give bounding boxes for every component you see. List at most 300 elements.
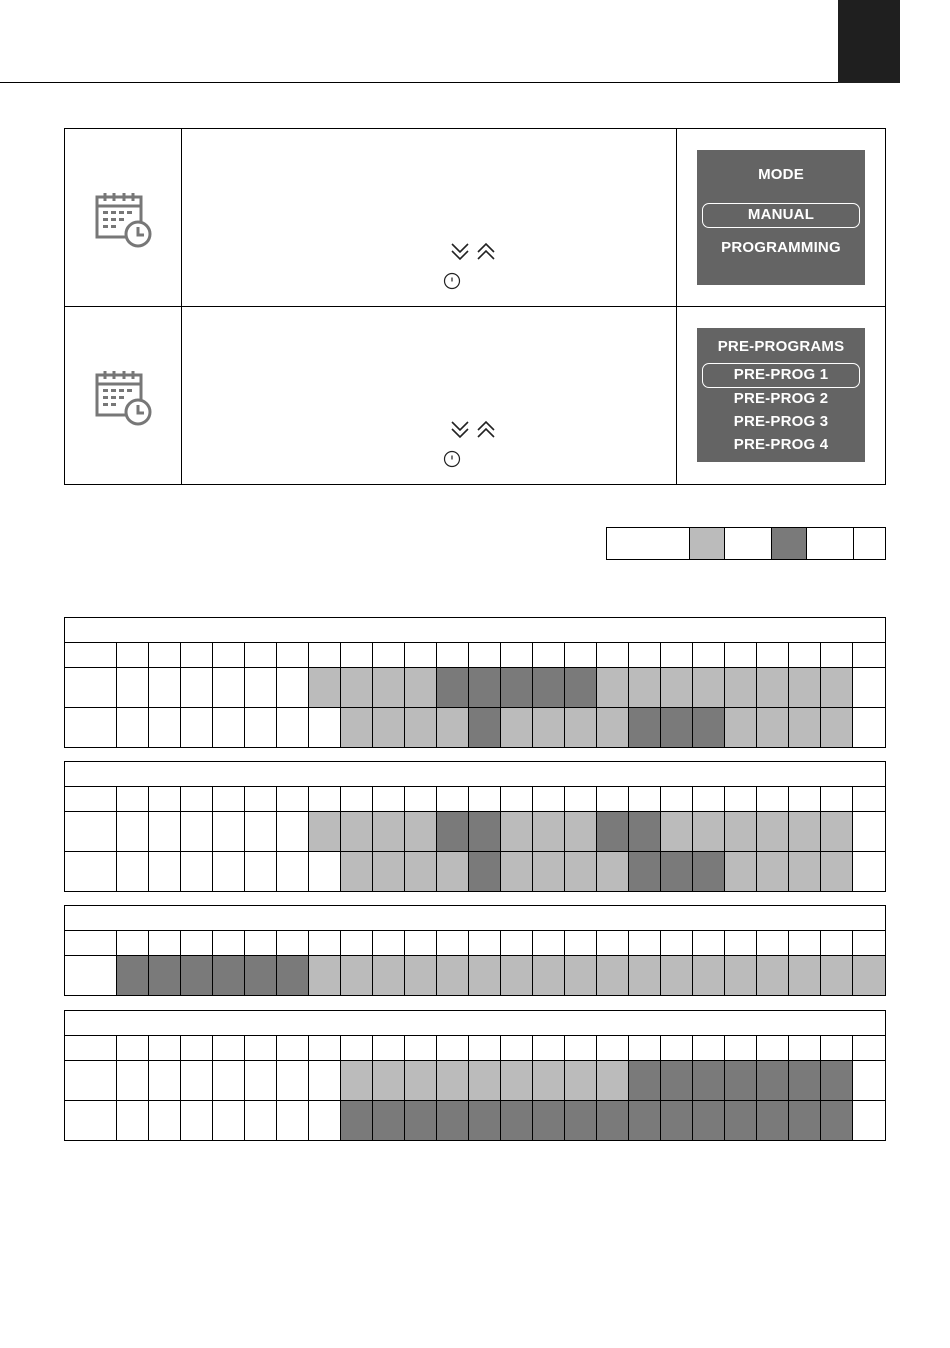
hour-cell xyxy=(340,787,372,811)
schedule-row xyxy=(65,956,885,995)
schedule-cell-light xyxy=(756,668,788,707)
schedule-cell-empty xyxy=(212,1101,244,1140)
calendar-clock-icon xyxy=(95,369,153,427)
lcd-title: MODE xyxy=(758,166,804,183)
schedule-cell-empty xyxy=(244,668,276,707)
schedule-cell-empty xyxy=(276,812,308,851)
lcd-display-pre-programs xyxy=(697,328,865,462)
hour-cell xyxy=(244,1036,276,1060)
schedule-cell-empty xyxy=(276,1101,308,1140)
schedule-cell-empty xyxy=(852,668,885,707)
schedule-cell-empty xyxy=(276,668,308,707)
hour-cell xyxy=(148,787,180,811)
hour-cell xyxy=(532,643,564,667)
hour-cell xyxy=(628,1036,660,1060)
hour-cell xyxy=(628,931,660,955)
hour-cell xyxy=(244,931,276,955)
hour-cell xyxy=(148,931,180,955)
schedule-cell-dark xyxy=(276,956,308,995)
hour-cell xyxy=(660,787,692,811)
schedule-cell-dark xyxy=(436,812,468,851)
program-grid xyxy=(65,643,885,747)
instruction-table xyxy=(64,128,886,485)
schedule-cell-dark xyxy=(532,668,564,707)
schedule-cell-light xyxy=(596,1061,628,1100)
hour-cell xyxy=(756,931,788,955)
schedule-cell-empty xyxy=(148,1101,180,1140)
schedule-cell-light xyxy=(820,668,852,707)
schedule-cell-empty xyxy=(148,1061,180,1100)
hour-cell xyxy=(692,643,724,667)
legend-swatch-empty xyxy=(806,528,853,559)
schedule-cell-dark xyxy=(660,852,692,891)
schedule-cell-empty xyxy=(308,1061,340,1100)
hour-cell xyxy=(436,1036,468,1060)
schedule-cell-empty xyxy=(212,812,244,851)
schedule-cell-light xyxy=(564,812,596,851)
schedule-cell-empty xyxy=(212,1061,244,1100)
schedule-row xyxy=(65,852,885,891)
schedule-cell-empty xyxy=(116,1101,148,1140)
hour-cell xyxy=(468,787,500,811)
row-label-cell xyxy=(65,668,116,707)
schedule-cell-empty xyxy=(852,812,885,851)
hour-cell xyxy=(308,787,340,811)
schedule-cell-dark xyxy=(628,708,660,747)
hour-cell xyxy=(116,1036,148,1060)
schedule-cell-dark xyxy=(436,668,468,707)
hour-cell xyxy=(116,931,148,955)
schedule-cell-empty xyxy=(212,852,244,891)
schedule-cell-empty xyxy=(180,1061,212,1100)
hour-cell xyxy=(596,643,628,667)
hour-cell xyxy=(468,643,500,667)
hour-cell xyxy=(852,1036,885,1060)
hour-header-row xyxy=(65,787,885,812)
schedule-cell-light xyxy=(500,1061,532,1100)
hour-cell xyxy=(788,787,820,811)
schedule-cell-dark xyxy=(596,812,628,851)
schedule-cell-dark xyxy=(116,956,148,995)
hour-cell xyxy=(724,1036,756,1060)
schedule-cell-light xyxy=(788,812,820,851)
schedule-cell-light xyxy=(404,956,436,995)
schedule-cell-empty xyxy=(116,1061,148,1100)
schedule-cell-empty xyxy=(308,708,340,747)
schedule-cell-light xyxy=(596,668,628,707)
schedule-cell-empty xyxy=(276,852,308,891)
lcd-title: PRE-PROGRAMS xyxy=(717,338,845,355)
schedule-cell-light xyxy=(468,1061,500,1100)
schedule-cell-empty xyxy=(180,668,212,707)
hour-cell xyxy=(404,931,436,955)
schedule-cell-light xyxy=(500,956,532,995)
hour-cell xyxy=(180,643,212,667)
schedule-cell-light xyxy=(628,668,660,707)
schedule-cell-dark xyxy=(468,668,500,707)
hour-cell xyxy=(212,1036,244,1060)
schedule-cell-light xyxy=(404,852,436,891)
schedule-cell-light xyxy=(788,852,820,891)
hour-cell xyxy=(564,643,596,667)
power-button-icon xyxy=(443,272,461,290)
schedule-cell-dark xyxy=(468,852,500,891)
schedule-cell-dark xyxy=(180,956,212,995)
schedule-cell-light xyxy=(340,668,372,707)
schedule-cell-empty xyxy=(148,708,180,747)
hour-cell xyxy=(468,931,500,955)
schedule-cell-dark xyxy=(628,1061,660,1100)
hour-cell xyxy=(244,787,276,811)
schedule-cell-light xyxy=(692,812,724,851)
schedule-cell-light xyxy=(532,852,564,891)
schedule-cell-light xyxy=(724,668,756,707)
hour-cell xyxy=(820,787,852,811)
program-table xyxy=(64,617,886,748)
hour-cell xyxy=(532,931,564,955)
hour-cell xyxy=(148,643,180,667)
schedule-cell-dark xyxy=(724,1061,756,1100)
calendar-clock-icon xyxy=(95,191,153,249)
schedule-cell-light xyxy=(436,956,468,995)
hour-cell xyxy=(436,931,468,955)
schedule-cell-light xyxy=(564,852,596,891)
schedule-cell-light xyxy=(340,1061,372,1100)
schedule-row xyxy=(65,668,885,708)
schedule-cell-empty xyxy=(212,668,244,707)
schedule-cell-empty xyxy=(244,1101,276,1140)
hour-cell xyxy=(500,787,532,811)
hour-cell xyxy=(404,787,436,811)
hour-cell xyxy=(756,643,788,667)
schedule-cell-dark xyxy=(500,1101,532,1140)
schedule-cell-light xyxy=(500,708,532,747)
schedule-cell-light xyxy=(724,708,756,747)
hour-cell xyxy=(756,787,788,811)
schedule-cell-light xyxy=(500,812,532,851)
chevron-double-down-up-icon xyxy=(450,419,500,441)
schedule-cell-light xyxy=(724,852,756,891)
schedule-cell-light xyxy=(756,852,788,891)
hour-cell xyxy=(660,643,692,667)
hour-cell xyxy=(724,643,756,667)
hour-cell xyxy=(308,1036,340,1060)
hour-cell xyxy=(756,1036,788,1060)
hour-cell xyxy=(116,643,148,667)
program-title-row xyxy=(65,618,885,643)
hour-cell xyxy=(244,643,276,667)
schedule-cell-light xyxy=(820,812,852,851)
schedule-cell-dark xyxy=(212,956,244,995)
schedule-cell-dark xyxy=(692,852,724,891)
schedule-cell-empty xyxy=(116,852,148,891)
schedule-cell-dark xyxy=(500,668,532,707)
hour-cell xyxy=(340,1036,372,1060)
schedule-cell-light xyxy=(756,956,788,995)
hour-cell xyxy=(724,931,756,955)
hour-cell xyxy=(500,1036,532,1060)
schedule-cell-dark xyxy=(820,1061,852,1100)
row-label-cell xyxy=(65,852,116,891)
schedule-cell-empty xyxy=(116,708,148,747)
row-label-cell xyxy=(65,1061,116,1100)
schedule-cell-empty xyxy=(180,1101,212,1140)
schedule-cell-dark xyxy=(340,1101,372,1140)
hour-cell xyxy=(372,787,404,811)
schedule-cell-light xyxy=(532,812,564,851)
schedule-cell-empty xyxy=(276,708,308,747)
step-row-pre-programs xyxy=(65,307,885,484)
schedule-cell-light xyxy=(628,956,660,995)
hour-cell xyxy=(628,787,660,811)
hour-cell xyxy=(596,1036,628,1060)
schedule-cell-empty xyxy=(852,852,885,891)
schedule-cell-empty xyxy=(244,852,276,891)
schedule-cell-dark xyxy=(628,1101,660,1140)
hour-cell xyxy=(692,787,724,811)
lcd-option: PROGRAMMING xyxy=(721,239,841,256)
row-label-cell xyxy=(65,708,116,747)
schedule-cell-light xyxy=(756,708,788,747)
schedule-cell-dark xyxy=(788,1061,820,1100)
hour-cell xyxy=(212,931,244,955)
schedule-cell-dark xyxy=(788,1101,820,1140)
schedule-cell-light xyxy=(596,956,628,995)
hour-cell xyxy=(564,787,596,811)
hour-header-row xyxy=(65,931,885,956)
schedule-cell-empty xyxy=(148,852,180,891)
schedule-cell-light xyxy=(372,812,404,851)
schedule-cell-dark xyxy=(660,708,692,747)
hour-cell xyxy=(500,931,532,955)
lcd-display-mode xyxy=(697,150,865,285)
hour-cell xyxy=(180,931,212,955)
schedule-cell-empty xyxy=(244,708,276,747)
schedule-cell-empty xyxy=(276,1061,308,1100)
schedule-cell-light xyxy=(372,708,404,747)
schedule-cell-light xyxy=(340,708,372,747)
hour-cell xyxy=(564,1036,596,1060)
schedule-cell-light xyxy=(340,852,372,891)
schedule-cell-light xyxy=(436,852,468,891)
schedule-cell-empty xyxy=(244,1061,276,1100)
schedule-cell-dark xyxy=(372,1101,404,1140)
lcd-option: PRE-PROG 2 xyxy=(733,390,829,407)
hour-cell xyxy=(532,1036,564,1060)
schedule-cell-empty xyxy=(308,1101,340,1140)
chevron-double-down-up-icon xyxy=(450,241,500,263)
hour-cell xyxy=(596,931,628,955)
row-label-cell xyxy=(65,956,116,995)
hour-cell xyxy=(692,931,724,955)
schedule-cell-dark xyxy=(660,1061,692,1100)
program-title-row xyxy=(65,906,885,931)
hour-cell xyxy=(596,787,628,811)
schedule-cell-empty xyxy=(180,852,212,891)
schedule-cell-light xyxy=(404,812,436,851)
schedule-cell-light xyxy=(532,956,564,995)
lcd-option-selected: MANUAL xyxy=(702,203,860,228)
schedule-cell-light xyxy=(308,956,340,995)
hour-cell xyxy=(852,643,885,667)
schedule-cell-empty xyxy=(308,852,340,891)
schedule-cell-empty xyxy=(148,812,180,851)
schedule-cell-light xyxy=(532,1061,564,1100)
program-grid xyxy=(65,787,885,891)
program-grid xyxy=(65,931,885,995)
program-table xyxy=(64,1010,886,1141)
schedule-cell-empty xyxy=(212,708,244,747)
schedule-cell-light xyxy=(660,956,692,995)
lcd-option: PRE-PROG 4 xyxy=(733,436,829,453)
schedule-cell-light xyxy=(372,1061,404,1100)
hour-cell xyxy=(404,643,436,667)
schedule-cell-dark xyxy=(244,956,276,995)
program-grid xyxy=(65,1036,885,1140)
hour-cell xyxy=(852,931,885,955)
program-table xyxy=(64,905,886,996)
schedule-cell-light xyxy=(500,852,532,891)
schedule-cell-empty xyxy=(116,812,148,851)
schedule-cell-light xyxy=(820,852,852,891)
schedule-cell-dark xyxy=(628,852,660,891)
hour-cell xyxy=(276,787,308,811)
hour-cell xyxy=(308,931,340,955)
schedule-row xyxy=(65,708,885,747)
schedule-cell-light xyxy=(724,812,756,851)
schedule-cell-empty xyxy=(852,1101,885,1140)
schedule-cell-light xyxy=(404,708,436,747)
program-table xyxy=(64,761,886,892)
hour-cell xyxy=(820,643,852,667)
row-label-cell xyxy=(65,1036,116,1060)
hour-cell xyxy=(436,787,468,811)
schedule-cell-dark xyxy=(820,1101,852,1140)
hour-cell xyxy=(500,643,532,667)
program-title-row xyxy=(65,1011,885,1036)
schedule-cell-light xyxy=(564,1061,596,1100)
hour-cell xyxy=(660,1036,692,1060)
hour-cell xyxy=(308,643,340,667)
schedule-cell-light xyxy=(788,956,820,995)
chapter-tab xyxy=(838,0,900,83)
hour-cell xyxy=(820,1036,852,1060)
hour-header-row xyxy=(65,643,885,668)
hour-cell xyxy=(852,787,885,811)
schedule-cell-light xyxy=(468,956,500,995)
row-label-cell xyxy=(65,643,116,667)
schedule-cell-light xyxy=(532,708,564,747)
schedule-cell-dark xyxy=(756,1061,788,1100)
schedule-cell-light xyxy=(564,708,596,747)
row-label-cell xyxy=(65,787,116,811)
schedule-cell-light xyxy=(788,668,820,707)
schedule-cell-light xyxy=(756,812,788,851)
program-title-row xyxy=(65,762,885,787)
schedule-cell-light xyxy=(372,852,404,891)
hour-cell xyxy=(148,1036,180,1060)
hour-cell xyxy=(820,931,852,955)
schedule-cell-light xyxy=(596,852,628,891)
schedule-cell-dark xyxy=(468,1101,500,1140)
color-legend xyxy=(606,527,886,560)
schedule-cell-light xyxy=(340,812,372,851)
schedule-cell-dark xyxy=(564,668,596,707)
schedule-cell-dark xyxy=(468,812,500,851)
schedule-cell-dark xyxy=(436,1101,468,1140)
schedule-cell-light xyxy=(308,812,340,851)
hour-cell xyxy=(372,643,404,667)
hour-cell xyxy=(628,643,660,667)
schedule-cell-light xyxy=(596,708,628,747)
hour-cell xyxy=(532,787,564,811)
step-row-mode xyxy=(65,129,885,306)
schedule-cell-dark xyxy=(692,1101,724,1140)
hour-cell xyxy=(660,931,692,955)
schedule-cell-empty xyxy=(180,812,212,851)
power-button-icon xyxy=(443,450,461,468)
schedule-cell-dark xyxy=(692,708,724,747)
schedule-cell-light xyxy=(660,812,692,851)
hour-cell xyxy=(372,931,404,955)
schedule-cell-dark xyxy=(468,708,500,747)
schedule-cell-dark xyxy=(148,956,180,995)
hour-cell xyxy=(180,1036,212,1060)
schedule-cell-dark xyxy=(724,1101,756,1140)
hour-cell xyxy=(436,643,468,667)
schedule-cell-light xyxy=(436,1061,468,1100)
schedule-cell-light xyxy=(660,668,692,707)
schedule-cell-dark xyxy=(692,1061,724,1100)
schedule-cell-empty xyxy=(148,668,180,707)
schedule-cell-light xyxy=(404,668,436,707)
hour-cell xyxy=(788,931,820,955)
legend-swatch-dark xyxy=(771,528,806,559)
schedule-cell-dark xyxy=(628,812,660,851)
schedule-cell-dark xyxy=(564,1101,596,1140)
hour-cell xyxy=(724,787,756,811)
schedule-cell-empty xyxy=(180,708,212,747)
row-label-cell xyxy=(65,931,116,955)
row-label-cell xyxy=(65,1101,116,1140)
schedule-cell-light xyxy=(372,668,404,707)
schedule-cell-light xyxy=(820,708,852,747)
lcd-option: PRE-PROG 3 xyxy=(733,413,829,430)
schedule-cell-dark xyxy=(660,1101,692,1140)
hour-header-row xyxy=(65,1036,885,1061)
hour-cell xyxy=(564,931,596,955)
header-rule xyxy=(0,82,900,83)
hour-cell xyxy=(276,931,308,955)
hour-cell xyxy=(212,787,244,811)
hour-cell xyxy=(116,787,148,811)
schedule-cell-light xyxy=(692,956,724,995)
schedule-cell-light xyxy=(436,708,468,747)
schedule-cell-dark xyxy=(532,1101,564,1140)
hour-cell xyxy=(276,1036,308,1060)
schedule-cell-empty xyxy=(116,668,148,707)
schedule-row xyxy=(65,812,885,852)
hour-cell xyxy=(180,787,212,811)
hour-cell xyxy=(788,643,820,667)
legend-swatch-empty xyxy=(853,528,885,559)
lcd-option-selected: PRE-PROG 1 xyxy=(702,363,860,388)
schedule-cell-light xyxy=(340,956,372,995)
legend-swatch-light xyxy=(689,528,724,559)
hour-cell xyxy=(468,1036,500,1060)
schedule-cell-empty xyxy=(244,812,276,851)
hour-cell xyxy=(340,931,372,955)
